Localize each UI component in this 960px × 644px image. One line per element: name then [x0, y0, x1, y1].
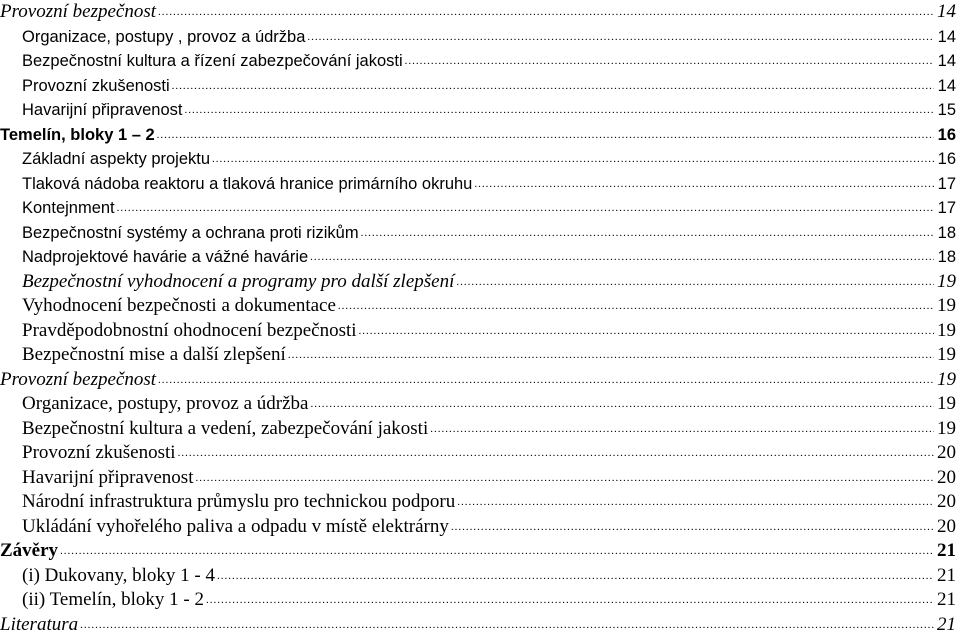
toc-entry[interactable]: [0, 98, 960, 123]
toc-entry-title: (i) Dukovany, bloky 1 - 4: [22, 564, 215, 586]
toc-entry[interactable]: [0, 564, 960, 589]
toc-entry-title: Bezpečnostní kultura a řízení zabezpečování jakosti: [22, 52, 403, 70]
toc-entry[interactable]: [0, 392, 960, 417]
dot-leader: [310, 243, 934, 270]
toc-entry[interactable]: [0, 490, 960, 515]
dot-leader: [217, 562, 934, 589]
toc-entry-page-number: 19: [937, 368, 956, 390]
dot-leader: [307, 23, 934, 50]
toc-entry-title: Organizace, postupy, provoz a údržba: [22, 393, 309, 414]
toc-entry-page-number: 14: [937, 27, 956, 46]
dot-leader: [310, 390, 934, 417]
dot-leader: [405, 47, 934, 74]
toc-entry-page-number: 14: [937, 52, 956, 70]
toc-entry[interactable]: [0, 539, 960, 564]
toc-entry-title: Havarijní připravenost: [22, 466, 194, 488]
toc-entry-page-number: 20: [937, 515, 956, 537]
dot-leader: [80, 611, 934, 638]
toc-entry[interactable]: [0, 49, 960, 74]
toc-entry-title: Tlaková nádoba reaktoru a tlaková hranice primárního okruhu: [22, 174, 473, 193]
toc-entry[interactable]: [0, 172, 960, 197]
toc-entry-title: Základní aspekty projektu: [22, 150, 211, 168]
toc-entry-page-number: 20: [937, 442, 956, 463]
toc-entry-title: Provozní bezpečnost: [0, 1, 157, 22]
dot-leader: [117, 194, 934, 221]
dot-leader: [456, 268, 934, 295]
toc-entry-title: Provozní zkušenosti: [22, 76, 170, 95]
toc-entry[interactable]: [0, 123, 960, 148]
toc-entry-title: Provozní bezpečnost: [0, 368, 157, 390]
toc-entry[interactable]: [0, 294, 960, 319]
toc-entry-title: Literatura: [0, 613, 79, 635]
toc-entry-page-number: 19: [937, 295, 956, 316]
toc-entry-page-number: 17: [937, 174, 956, 193]
toc-entry-title: (ii) Temelín, bloky 1 - 2: [22, 589, 204, 610]
toc-entry-title: Pravděpodobnostní ohodnocení bezpečnosti: [22, 319, 357, 341]
dot-leader: [451, 513, 934, 540]
toc-entry-page-number: 18: [937, 248, 956, 266]
toc-entry-page-number: 19: [937, 344, 956, 365]
dot-leader: [195, 464, 934, 491]
toc-entry-page-number: 20: [937, 466, 956, 488]
toc-entry-title: Nadprojektové havárie a vážné havárie: [22, 248, 309, 266]
dot-leader: [430, 415, 934, 442]
toc-entry[interactable]: [0, 74, 960, 99]
toc-entry-page-number: 16: [937, 125, 956, 144]
toc-entry-title: Bezpečnostní vyhodnocení a programy pro další zlepšení: [22, 270, 455, 292]
dot-leader: [474, 170, 934, 197]
toc-entry-title: Havarijní připravenost: [22, 101, 183, 119]
toc-entry-page-number: 20: [937, 491, 956, 512]
toc-entry[interactable]: [0, 343, 960, 368]
dot-leader: [158, 366, 934, 393]
toc-entry[interactable]: [0, 147, 960, 172]
dot-leader: [185, 96, 935, 123]
toc-entry[interactable]: [0, 515, 960, 540]
toc-entry-page-number: 14: [937, 1, 956, 22]
dot-leader: [359, 317, 934, 344]
toc-entry[interactable]: [0, 221, 960, 246]
toc-entry-page-number: 21: [937, 589, 956, 610]
toc-entry-title: Kontejnment: [22, 199, 115, 217]
toc-entry-page-number: 14: [937, 76, 956, 95]
dot-leader: [157, 121, 934, 148]
toc-entry[interactable]: [0, 245, 960, 270]
dot-leader: [172, 72, 934, 99]
toc-entry-page-number: 21: [937, 613, 956, 635]
dot-leader: [457, 488, 934, 515]
dot-leader: [361, 219, 934, 246]
toc-entry-page-number: 19: [937, 417, 956, 439]
dot-leader: [178, 439, 934, 466]
dot-leader: [206, 586, 934, 613]
toc-entry-title: Organizace, postupy , provoz a údržba: [22, 27, 306, 46]
toc-entry[interactable]: [0, 368, 960, 393]
toc-entry-page-number: 19: [937, 270, 956, 292]
toc-entry-title: Vyhodnocení bezpečnosti a dokumentace: [22, 295, 336, 316]
toc-entry-page-number: 15: [937, 101, 956, 119]
toc-entry[interactable]: [0, 417, 960, 442]
toc-entry-page-number: 19: [937, 319, 956, 341]
toc-entry-title: Temelín, bloky 1 – 2: [0, 125, 155, 144]
toc-entry-title: Národní infrastruktura průmyslu pro technickou podporu: [22, 491, 456, 512]
toc-entry-title: Bezpečnostní kultura a vedení, zabezpečování jakosti: [22, 417, 429, 439]
toc-entry[interactable]: [0, 613, 960, 638]
toc-entry[interactable]: [0, 196, 960, 221]
dot-leader: [158, 0, 934, 25]
toc-entry-title: Provozní zkušenosti: [22, 442, 176, 463]
dot-leader: [288, 341, 934, 368]
toc-entry[interactable]: [0, 588, 960, 613]
toc-entry[interactable]: [0, 25, 960, 50]
toc-entry-page-number: 21: [937, 540, 956, 561]
toc-entry-title: Bezpečnostní systémy a ochrana proti rizikům: [22, 223, 359, 242]
toc-entry-title: Bezpečnostní mise a další zlepšení: [22, 344, 286, 365]
toc-entry[interactable]: [0, 466, 960, 491]
toc-entry[interactable]: [0, 319, 960, 344]
dot-leader: [60, 537, 934, 564]
toc-entry-page-number: 18: [937, 223, 956, 242]
toc-entry-page-number: 17: [937, 199, 956, 217]
dot-leader: [212, 145, 934, 172]
toc-entry[interactable]: [0, 441, 960, 466]
toc-entry-page-number: 21: [937, 564, 956, 586]
toc-entry[interactable]: [0, 0, 960, 25]
toc-entry-page-number: 16: [937, 150, 956, 168]
dot-leader: [338, 292, 934, 319]
toc-entry[interactable]: [0, 270, 960, 295]
toc-entry-title: Ukládání vyhořelého paliva a odpadu v místě elektrárny: [22, 515, 449, 537]
toc-entry-page-number: 19: [937, 393, 956, 414]
toc-entry-title: Závěry: [0, 540, 59, 561]
